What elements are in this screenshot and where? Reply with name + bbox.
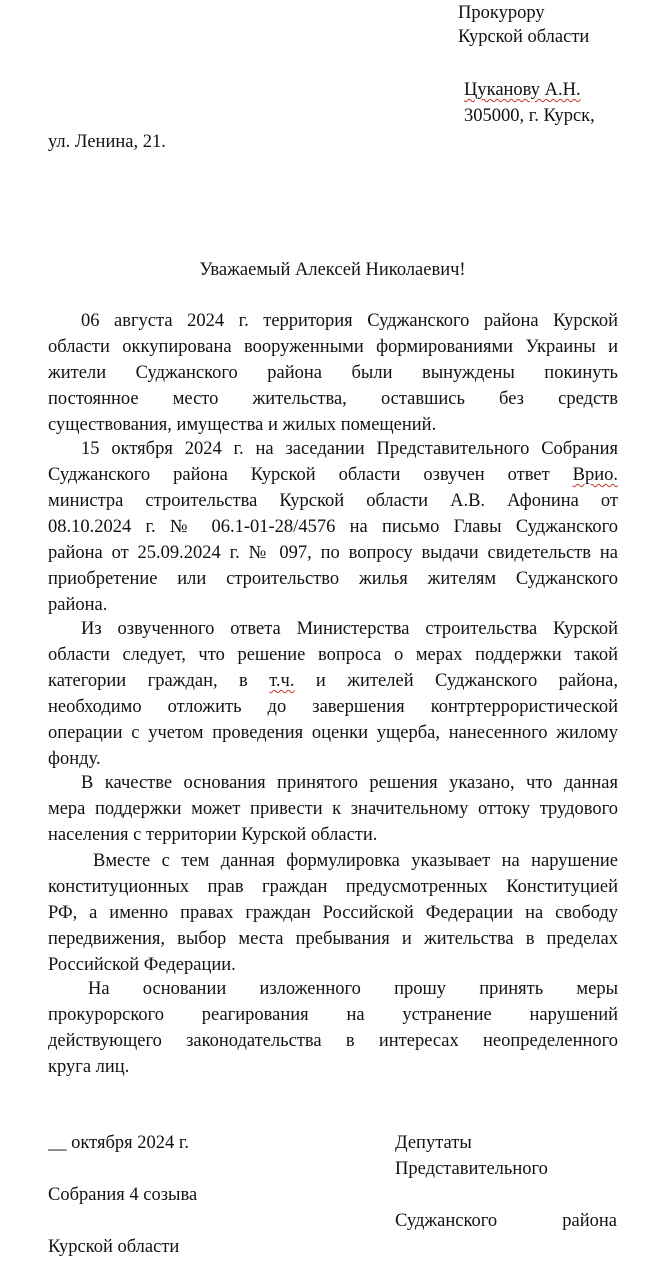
paragraph-line: На основании изложенного прошу принять меры — [88, 979, 618, 999]
paragraph-line: Российской Федерации. — [48, 955, 236, 975]
paragraph-line: передвижения, выбор места пребывания и жительства в пределах — [48, 929, 618, 949]
paragraph-line: 15 октября 2024 г. на заседании Представительного Собрания — [81, 439, 618, 459]
paragraph-line-text: и жителей Суджанского района, — [294, 671, 618, 691]
signer-line-3: Собрания 4 созыва — [48, 1185, 198, 1205]
paragraph-line: Вместе с тем данная формулировка указывает на нарушение — [93, 851, 618, 871]
paragraph-line: РФ, а именно правах граждан Российской Федерации на свободу — [48, 903, 618, 923]
paragraph-line: прокурорского реагирования на устранение нарушений — [48, 1005, 618, 1025]
paragraph-line: круга лиц. — [48, 1057, 130, 1077]
paragraph-line: мера поддержки может привести к значительному оттоку трудового — [48, 799, 618, 819]
paragraph-line: действующего законодательства в интересах неопределенного — [48, 1031, 618, 1051]
paragraph-line: необходимо отложить до завершения контртеррористической — [48, 697, 618, 717]
paragraph-line: конституционных прав граждан предусмотренных Конституцией — [48, 877, 618, 897]
paragraph-6 — [48, 976, 618, 1080]
salutation: Уважаемый Алексей Николаевич! — [199, 260, 466, 280]
paragraph-line: области следует, что решение вопроса о мерах поддержки такой — [48, 645, 618, 665]
address-line-2: ул. Ленина, 21. — [48, 132, 166, 152]
addressee-name-text: Цуканову А.Н. — [464, 80, 581, 100]
paragraph-line: фонду. — [48, 749, 101, 769]
addressee-region: Курской области — [458, 27, 590, 47]
paragraph-line: Из озвученного ответа Министерства строительства Курской — [81, 619, 618, 639]
paragraph-line: В качестве основания принятого решения указано, что данная — [81, 773, 618, 793]
addressee-title: Прокурору — [458, 3, 545, 23]
addressee-name — [464, 77, 581, 103]
paragraph-line: существования, имущества и жилых помещений. — [48, 415, 437, 435]
letter-date: __ октября 2024 г. — [48, 1133, 190, 1153]
signer-line-2: Представительного — [395, 1159, 548, 1179]
paragraph-3 — [48, 616, 618, 772]
paragraph-line: области оккупирована вооруженными формированиями Украины и — [48, 337, 618, 357]
paragraph-line-text: Суджанского района Курской области озвучен ответ — [48, 465, 573, 485]
paragraph-4 — [48, 770, 618, 848]
flagged-word: т.ч. — [269, 671, 295, 691]
address-line-1: 305000, г. Курск, — [464, 106, 595, 126]
signer-line-4: Суджанского района — [395, 1211, 617, 1231]
paragraph-1 — [48, 308, 618, 438]
paragraph-line: приобретение или строительство жилья жителям Суджанского — [48, 569, 618, 589]
paragraph-line: 08.10.2024 г. № 06.1-01-28/4576 на письмо Главы Суджанского — [48, 517, 618, 537]
paragraph-line: министра строительства Курской области А.В. Афонина от — [48, 491, 618, 511]
paragraph-line — [48, 462, 618, 488]
signer-line-5: Курской области — [48, 1237, 180, 1257]
paragraph-line: операции с учетом проведения оценки ущерба, нанесенного жилому — [48, 723, 618, 743]
signer-line-1: Депутаты — [395, 1133, 472, 1153]
paragraph-2 — [48, 436, 618, 618]
paragraph-line: 06 августа 2024 г. территория Суджанского района Курской — [81, 311, 618, 331]
paragraph-line: района. — [48, 595, 108, 615]
paragraph-line: постоянное место жительства, оставшись без средств — [48, 389, 618, 409]
flagged-word: Врио. — [572, 465, 618, 485]
paragraph-line — [48, 668, 618, 694]
paragraph-line-text: категории граждан, в — [48, 671, 270, 691]
paragraph-line: населения с территории Курской области. — [48, 825, 378, 845]
paragraph-line: жители Суджанского района были вынуждены покинуть — [48, 363, 618, 383]
paragraph-line: района от 25.09.2024 г. № 097, по вопросу выдачи свидетельств на — [48, 543, 618, 563]
paragraph-5 — [48, 848, 618, 978]
